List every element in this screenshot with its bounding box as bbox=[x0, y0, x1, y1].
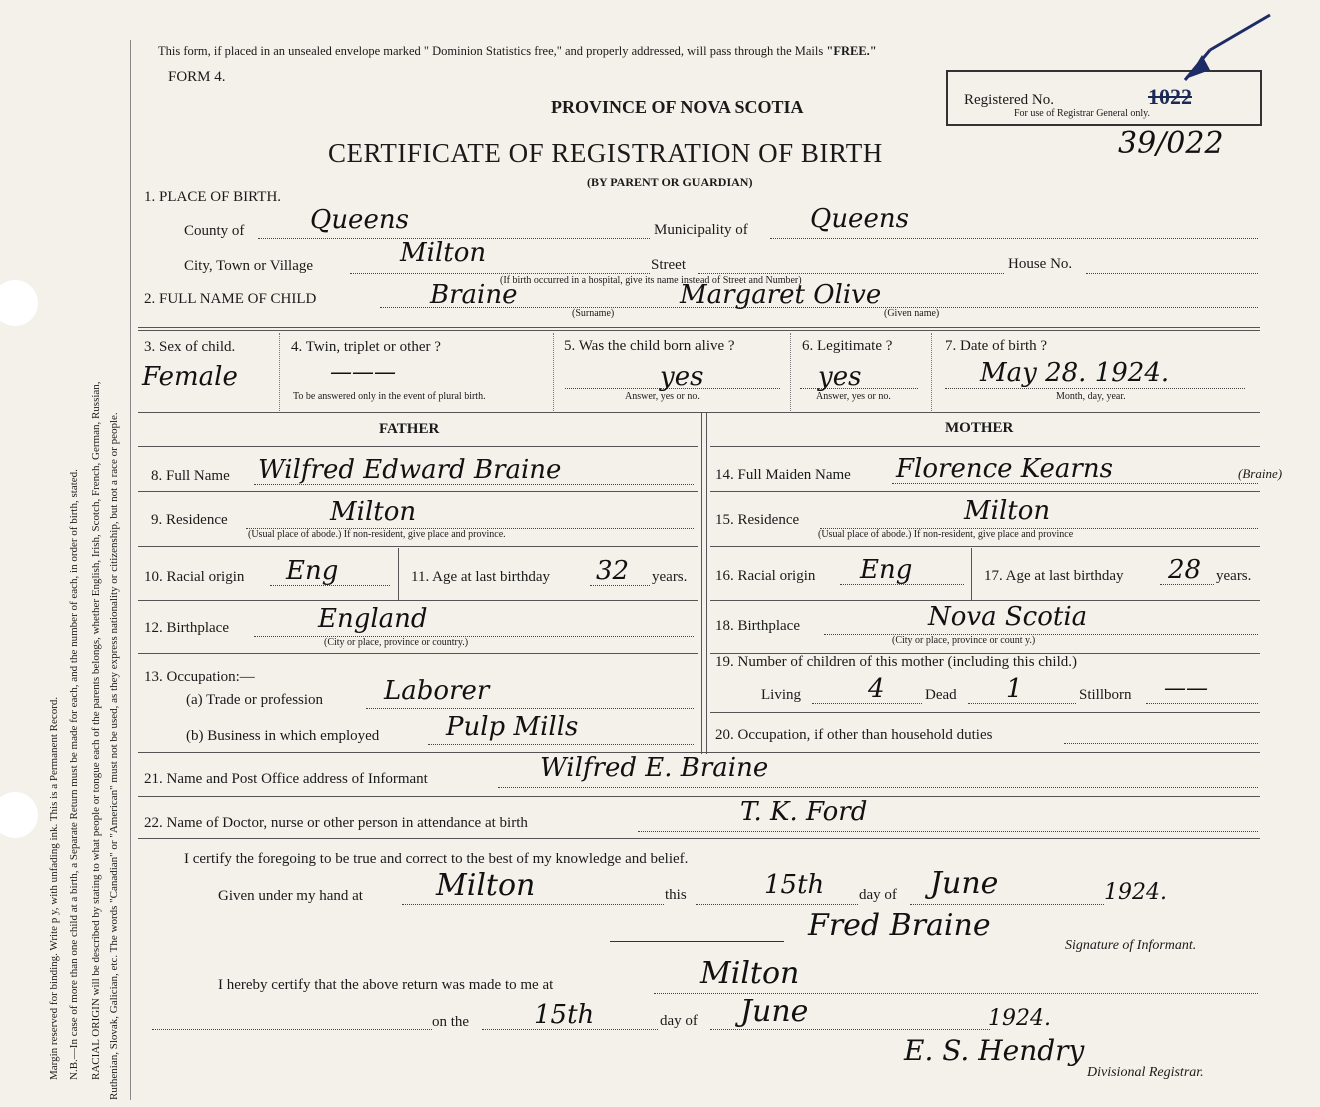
father-birthplace-note: (City or place, province or country.) bbox=[324, 637, 469, 648]
twin-label: 4. Twin, triplet or other ? bbox=[291, 339, 441, 355]
registrar-note: For use of Registrar General only. bbox=[1014, 108, 1150, 119]
given-caption: (Given name) bbox=[884, 308, 940, 319]
informant-signature-caption: Signature of Informant. bbox=[1065, 938, 1197, 953]
mother-age-value: 28 bbox=[1168, 555, 1202, 585]
father-name-value: Wilfred Edward Braine bbox=[258, 455, 562, 485]
on-the-label: on the bbox=[432, 1014, 470, 1030]
father-age-unit: years. bbox=[652, 569, 688, 585]
city-value: Milton bbox=[400, 238, 487, 268]
father-residence-note: (Usual place of abode.) If non-resident, give place and province. bbox=[248, 529, 506, 540]
informant-signature: Fred Braine bbox=[808, 908, 991, 943]
father-age-label: 11. Age at last birthday bbox=[411, 569, 550, 585]
children-label: 19. Number of children of this mother (including this child.) bbox=[715, 654, 1078, 670]
father-residence-value: Milton bbox=[330, 497, 417, 527]
signature-line bbox=[610, 941, 784, 942]
mother-race-value: Eng bbox=[860, 555, 913, 585]
certify-text: I certify the foregoing to be true and correct to the best of my knowledge and belief. bbox=[184, 851, 689, 867]
father-trade-value: Laborer bbox=[384, 676, 490, 706]
mother-heading: MOTHER bbox=[945, 420, 1014, 436]
mother-residence-note: (Usual place of abode.) If non-resident, give place and province bbox=[818, 529, 1074, 540]
stillborn-label: Stillborn bbox=[1079, 687, 1132, 703]
doctor-value: T. K. Ford bbox=[740, 797, 868, 827]
dead-label: Dead bbox=[925, 687, 957, 703]
margin-note-1: Margin reserved for binding. Write p y, with unfading ink. This is a Permanent Record. bbox=[48, 696, 60, 1080]
mother-birthplace-value: Nova Scotia bbox=[928, 602, 1088, 632]
handwritten-number: 39/022 bbox=[1118, 126, 1224, 161]
registered-label: Registered No. bbox=[964, 92, 1054, 108]
dead-value: 1 bbox=[1006, 674, 1023, 704]
alive-value: yes bbox=[660, 362, 704, 392]
check-mark-icon bbox=[1180, 10, 1280, 90]
father-business-label: (b) Business in which employed bbox=[186, 728, 380, 744]
alive-note: Answer, yes or no. bbox=[625, 391, 700, 402]
surname-caption: (Surname) bbox=[572, 308, 615, 319]
given-day: 15th bbox=[764, 870, 825, 900]
hospital-note: (If birth occurred in a hospital, give its name instead of Street and Number) bbox=[500, 275, 802, 286]
legit-label: 6. Legitimate ? bbox=[802, 338, 893, 354]
mother-residence-value: Milton bbox=[964, 496, 1051, 526]
alive-label: 5. Was the child born alive ? bbox=[564, 338, 735, 354]
municipality-value: Queens bbox=[810, 204, 909, 234]
given-year: 1924. bbox=[1104, 880, 1167, 905]
mother-name-extra: (Braine) bbox=[1238, 466, 1283, 481]
dob-label: 7. Date of birth ? bbox=[945, 338, 1048, 354]
mother-age-label: 17. Age at last birthday bbox=[984, 568, 1124, 584]
registrar-signature: E. S. Hendry bbox=[904, 1034, 1085, 1067]
given-place: Milton bbox=[436, 868, 536, 903]
mother-occupation-label: 20. Occupation, if other than household duties bbox=[715, 727, 993, 743]
mother-birthplace-label: 18. Birthplace bbox=[715, 618, 800, 634]
twin-note: To be answered only in the event of plural birth. bbox=[293, 391, 486, 402]
dob-value: May 28. 1924. bbox=[980, 358, 1170, 388]
place-of-birth-heading: 1. PLACE OF BIRTH. bbox=[144, 189, 282, 205]
mail-note-free: "FREE." bbox=[826, 44, 877, 58]
county-value: Queens bbox=[310, 205, 409, 235]
county-label: County of bbox=[184, 223, 245, 239]
informant-value: Wilfred E. Braine bbox=[540, 753, 769, 783]
mother-age-unit: years. bbox=[1216, 568, 1252, 584]
father-race-value: Eng bbox=[286, 556, 339, 586]
father-birthplace-label: 12. Birthplace bbox=[144, 620, 229, 636]
twin-value: ——— bbox=[330, 360, 396, 385]
given-label: Given under my hand at bbox=[218, 888, 363, 904]
reg-year: 1924. bbox=[988, 1006, 1051, 1031]
doctor-label: 22. Name of Doctor, nurse or other person in attendance at birth bbox=[144, 815, 528, 831]
dob-note: Month, day, year. bbox=[1056, 391, 1126, 402]
child-given-name: Margaret Olive bbox=[680, 280, 882, 310]
father-trade-label: (a) Trade or profession bbox=[186, 692, 324, 708]
mother-name-label: 14. Full Maiden Name bbox=[715, 467, 851, 483]
reg-month: June bbox=[740, 994, 809, 1029]
father-occupation-label: 13. Occupation:— bbox=[144, 669, 255, 685]
given-month: June bbox=[930, 866, 999, 901]
father-heading: FATHER bbox=[379, 421, 440, 437]
this-label: this bbox=[665, 887, 687, 903]
legit-value: yes bbox=[818, 362, 862, 392]
house-label: House No. bbox=[1008, 256, 1073, 272]
municipality-label: Municipality of bbox=[654, 222, 748, 238]
hereby-text: I hereby certify that the above return was made to me at bbox=[218, 977, 554, 993]
father-age-value: 32 bbox=[596, 556, 630, 586]
mother-name-value: Florence Kearns bbox=[896, 454, 1113, 484]
father-business-value: Pulp Mills bbox=[446, 712, 579, 742]
mother-race-label: 16. Racial origin bbox=[715, 568, 816, 584]
margin-rule bbox=[130, 40, 131, 1100]
form-number: FORM 4. bbox=[168, 69, 226, 85]
province-heading: PROVINCE OF NOVA SCOTIA bbox=[551, 97, 804, 117]
margin-note-2: N.B.—In case of more than one child at a birth, a Separate Return must be made for each, and the number of each, in order of birth, stated. bbox=[68, 469, 80, 1080]
mother-birthplace-note: (City or place, province or count y.) bbox=[892, 635, 1036, 646]
margin-note-3: RACIAL ORIGIN will be described by stating to what people or tongue each of the parents belongs, whether English, Irish, Scotch, French, German, Russian, bbox=[90, 381, 102, 1080]
father-birthplace-value: England bbox=[318, 604, 428, 634]
informant-label: 21. Name and Post Office address of Informant bbox=[144, 771, 428, 787]
hereby-place: Milton bbox=[700, 956, 800, 991]
day-of-label: day of bbox=[859, 887, 897, 903]
reg-day: 15th bbox=[534, 1000, 595, 1030]
margin-note-4: Ruthenian, Slovak, Galician, etc. The words "Canadian" or "American" must not be used, as they express nationality or citizenship, but not a race or people. bbox=[108, 412, 120, 1100]
mail-note bbox=[158, 44, 877, 59]
certificate-title: CERTIFICATE OF REGISTRATION OF BIRTH bbox=[328, 138, 883, 168]
stillborn-value: —— bbox=[1164, 676, 1208, 701]
sex-value: Female bbox=[142, 362, 238, 392]
mother-residence-label: 15. Residence bbox=[715, 512, 800, 528]
living-label: Living bbox=[761, 687, 801, 703]
mail-note-text: This form, if placed in an unsealed envelope marked " Dominion Statistics free," and properly addressed, will pass through the Mails bbox=[158, 44, 827, 58]
street-label: Street bbox=[651, 257, 686, 273]
sex-label: 3. Sex of child. bbox=[144, 339, 236, 355]
father-name-label: 8. Full Name bbox=[151, 468, 230, 484]
child-name-label: 2. FULL NAME OF CHILD bbox=[144, 291, 317, 307]
certificate-subtitle: (BY PARENT OR GUARDIAN) bbox=[587, 175, 753, 189]
legit-note: Answer, yes or no. bbox=[816, 391, 891, 402]
father-race-label: 10. Racial origin bbox=[144, 569, 245, 585]
city-label: City, Town or Village bbox=[184, 258, 314, 274]
registered-value: 1022 bbox=[1148, 84, 1192, 109]
binding-hole-top bbox=[0, 280, 38, 326]
reg-day-of-label: day of bbox=[660, 1013, 698, 1029]
registrar-caption: Divisional Registrar. bbox=[1087, 1065, 1204, 1080]
father-residence-label: 9. Residence bbox=[151, 512, 228, 528]
binding-hole-bottom bbox=[0, 792, 38, 838]
child-surname: Braine bbox=[430, 280, 518, 310]
living-value: 4 bbox=[868, 674, 885, 704]
